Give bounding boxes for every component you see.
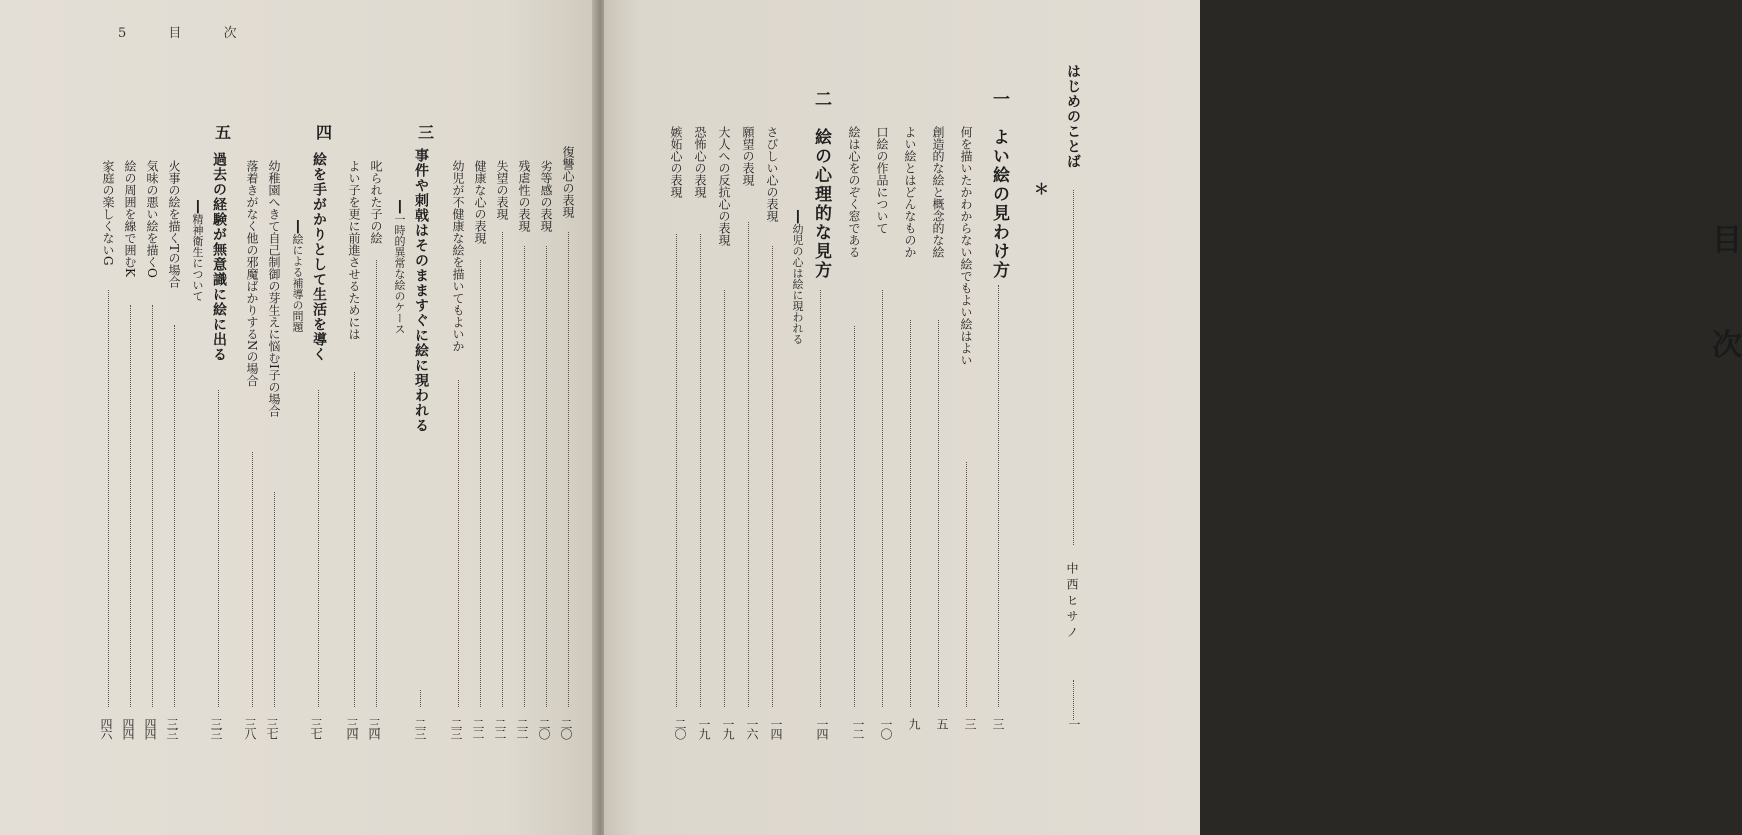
toc-page-number: 二二 <box>515 718 529 738</box>
leader-dots <box>376 260 379 707</box>
toc-page-number: 三三 <box>209 718 223 738</box>
leader-dots <box>252 452 255 707</box>
chapter-subtitle: ━━絵による補導の問題 <box>291 220 304 333</box>
leader-dots <box>108 290 111 707</box>
toc-page-number: 三三 <box>165 718 179 738</box>
toc-page-number: 二〇 <box>559 718 573 738</box>
toc-entry: 家庭の楽しくないG <box>101 160 115 266</box>
leader-dots <box>174 325 177 707</box>
toc-entry: 落着きがなく他の邪魔ばかりするNの場合 <box>245 160 259 387</box>
leader-dots <box>676 234 679 707</box>
leader-dots <box>910 320 913 707</box>
toc-entry: 叱られた子の絵 <box>369 160 383 244</box>
toc-entry: 火事の絵を描くTの場合 <box>167 160 181 289</box>
toc-page-number: 二三 <box>413 718 427 738</box>
leader-dots <box>546 246 549 707</box>
leader-dots <box>354 372 357 707</box>
toc-entry: 嫉妬心の表現 <box>669 126 683 198</box>
leader-dots <box>130 305 133 707</box>
chapter-subtitle: ━━一時的異常な絵のケース <box>393 200 406 335</box>
leader-dots <box>274 492 277 707</box>
page-number: 5 <box>118 26 129 41</box>
toc-entry: 絵の周囲を線で囲むK <box>123 160 137 277</box>
toc-entry-preface: はじめのことば <box>1065 64 1081 169</box>
toc-entry: 大人への反抗心の表現 <box>717 126 731 246</box>
leader-dots <box>1073 190 1076 545</box>
header-title-char-1: 目 <box>168 26 184 41</box>
leader-dots <box>218 390 221 707</box>
toc-entry: 口絵の作品について <box>875 126 889 234</box>
toc-entry: 残虐性の表現 <box>517 160 531 232</box>
toc-page-number: 一四 <box>769 718 783 738</box>
toc-page-number: 三四 <box>345 718 359 738</box>
toc-page-number: 二〇 <box>673 718 687 738</box>
leader-dots <box>998 285 1001 707</box>
toc-page-number: 三八 <box>243 718 257 738</box>
toc-entry: 健康な心の表現 <box>473 160 487 244</box>
toc-page-number: 二〇 <box>537 718 551 738</box>
toc-page-number: 二二 <box>471 718 485 738</box>
chapter-number-4: 四 <box>316 123 333 142</box>
toc-page-number: 三七 <box>309 718 323 738</box>
toc-entry: 失望の表現 <box>495 160 509 220</box>
toc-entry: 何を描いたかわからない絵でもよい絵はよい <box>959 126 973 366</box>
chapter-subtitle: ━━幼児の心は絵に現われる <box>791 210 804 345</box>
toc-page-number: 一四 <box>815 718 829 738</box>
toc-title-char-1: 目 <box>1712 223 1742 258</box>
chapter-title: 一 よい絵の見わけ方 <box>989 90 1009 280</box>
leader-dots <box>772 246 775 707</box>
toc-page-number: 二二 <box>493 718 507 738</box>
leader-dots <box>820 290 823 707</box>
toc-page-number: 一九 <box>721 718 735 738</box>
toc-page-number: 四四 <box>121 718 135 738</box>
toc-entry: 願望の表現 <box>741 126 755 186</box>
leader-dots <box>420 690 423 707</box>
leader-dots <box>458 380 461 707</box>
leader-dots <box>524 246 527 707</box>
toc-page-number: 九 <box>907 718 921 728</box>
toc-title-char-2: 次 <box>1712 328 1742 363</box>
chapter-title: 過去の経験が無意識に絵に出る <box>211 152 227 362</box>
toc-entry: 幼児が不健康な絵を描いてもよいか <box>451 160 465 352</box>
leader-dots <box>1073 680 1076 720</box>
toc-entry: よい絵とはどんなものか <box>903 126 917 258</box>
leader-dots <box>882 290 885 707</box>
toc-entry: 創造的な絵と概念的な絵 <box>931 126 945 258</box>
leader-dots <box>152 305 155 707</box>
author-name: 中西ヒサノ <box>1065 562 1079 642</box>
leader-dots <box>854 326 857 707</box>
toc-page-number: 三 <box>991 718 1005 728</box>
leader-dots <box>568 232 571 707</box>
toc-page-number: 三 <box>963 718 977 728</box>
leader-dots <box>938 320 941 707</box>
chapter-title: 事件や刺戟はそのまますぐに絵に現われる <box>413 148 429 433</box>
toc-entry: よい子を更に前進させるためには <box>347 160 361 340</box>
toc-page-number: 五 <box>935 718 949 728</box>
toc-page-number: 一〇 <box>879 718 893 738</box>
toc-entry: さびしい心の表現 <box>765 126 779 222</box>
toc-page-number: 三四 <box>367 718 381 738</box>
toc-page-number: 一九 <box>697 718 711 738</box>
toc-page-number: 四四 <box>143 718 157 738</box>
toc-entry: 気味の悪い絵を描くO <box>145 160 159 278</box>
header-title-char-2: 次 <box>223 26 239 41</box>
chapter-title: 絵を手がかりとして生活を導く <box>311 152 327 362</box>
toc-page-number: 三七 <box>265 718 279 738</box>
chapter-number-3: 三 <box>418 123 435 142</box>
toc-entry: 復讐心の表現 <box>561 146 575 218</box>
leader-dots <box>502 232 505 707</box>
leader-dots <box>724 290 727 707</box>
toc-entry: 劣等感の表現 <box>539 160 553 232</box>
chapter-number-5: 五 <box>215 123 232 142</box>
leader-dots <box>480 260 483 707</box>
leader-dots <box>748 222 751 707</box>
left-page <box>0 0 596 835</box>
toc-entry: 絵は心をのぞく窓である <box>847 126 861 258</box>
leader-dots <box>966 462 969 707</box>
toc-page-number: 一 <box>1067 718 1081 728</box>
chapter-subtitle: ━━精神衛生について <box>191 200 204 302</box>
asterisk-marker: ＊ <box>1034 180 1050 198</box>
leader-dots <box>318 390 321 707</box>
leader-dots <box>700 234 703 707</box>
toc-entry: 幼稚園へきて自己制御の芽生えに悩むI子の場合 <box>267 160 281 417</box>
chapter-title: 二 絵の心理的な見方 <box>811 90 831 280</box>
toc-page-number: 一六 <box>745 718 759 738</box>
toc-page-number: 一二 <box>851 718 865 738</box>
running-header <box>118 22 273 41</box>
toc-entry: 恐怖心の表現 <box>693 126 707 198</box>
toc-page-number: 二三 <box>449 718 463 738</box>
toc-page-number: 四六 <box>99 718 113 738</box>
